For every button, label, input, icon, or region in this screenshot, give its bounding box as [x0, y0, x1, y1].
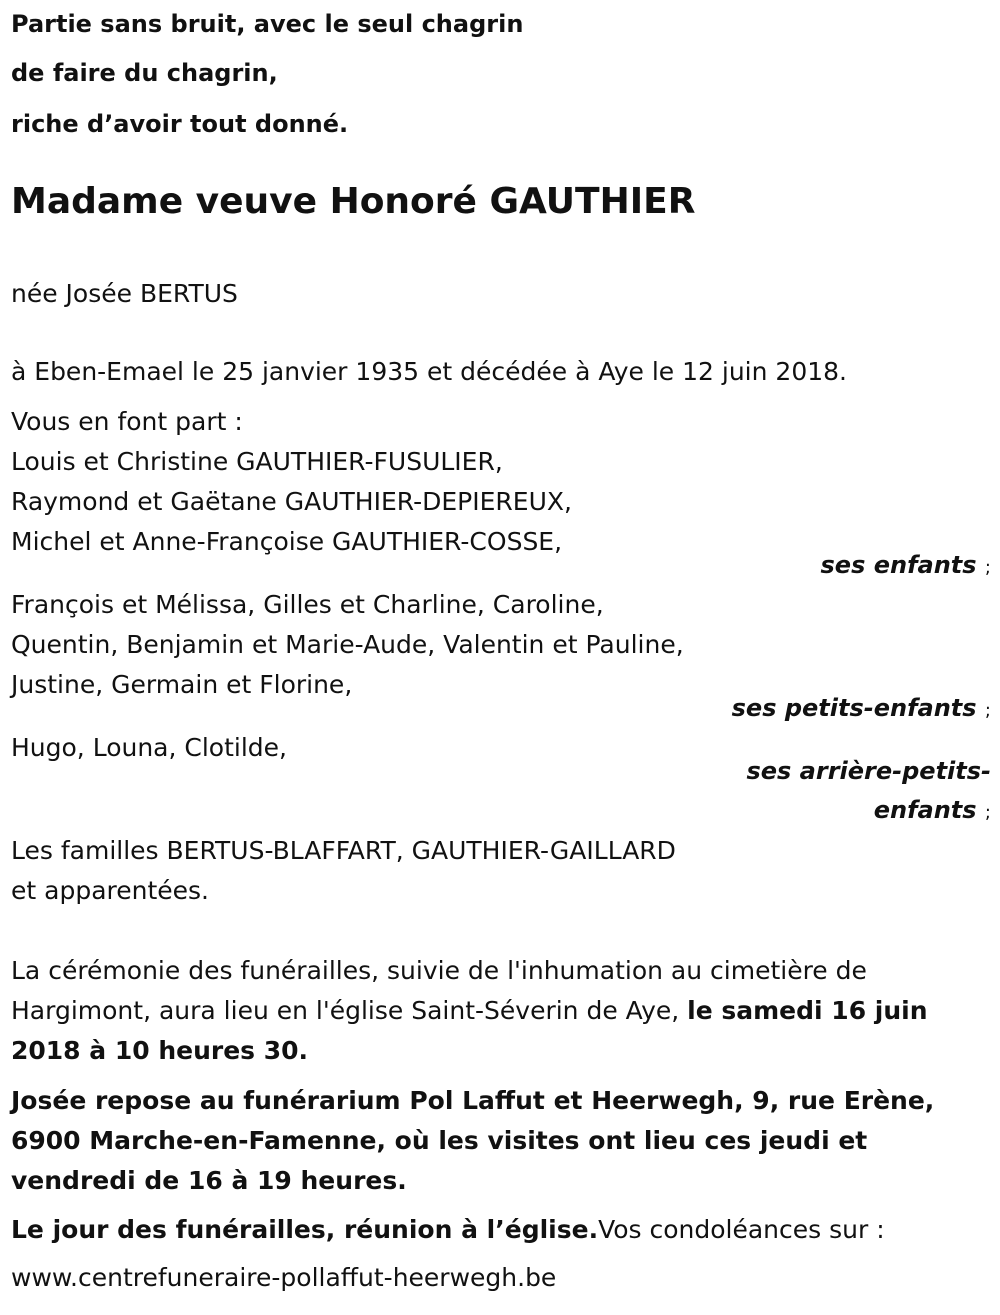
announce-intro: Vous en font part : — [11, 407, 243, 436]
semicolon: ; — [984, 802, 991, 823]
visit-paragraph: Josée repose au funérarium Pol Laffut et Heerwegh, 9, rue Erène, 6900 Marche-en-Famenne, où les visites ont lieu ces jeudi et vendredi de 16 à 19 heures. — [11, 1086, 935, 1195]
child-line: Louis et Christine GAUTHIER-FUSULIER, — [11, 447, 503, 476]
ceremony-date: le samedi 16 juin 2018 à 10 heures 30. — [11, 996, 928, 1065]
deceased-name: Madame veuve Honoré GAUTHIER — [11, 181, 696, 222]
relation-label: ses petits-enfants — [731, 694, 977, 722]
closing-paragraph — [11, 1210, 991, 1250]
grandchild-line: François et Mélissa, Gilles et Charline, Caroline, — [11, 590, 604, 619]
ceremony-paragraph — [11, 951, 991, 1071]
relation-label: ses enfants — [820, 551, 977, 579]
grandchild-line: Quentin, Benjamin et Marie-Aude, Valentin et Pauline, — [11, 630, 684, 659]
relation-label: ses arrière-petits- — [746, 757, 991, 785]
ceremony-text: La cérémonie des funérailles, suivie de l'inhumation au cimetière de Hargimont, aura lieu en l'église Saint-Séverin de Aye, — [11, 956, 867, 1025]
closing-bold: Le jour des funérailles, réunion à l’église. — [11, 1215, 599, 1244]
poem-line: Partie sans bruit, avec le seul chagrin — [11, 10, 524, 38]
relation-label: enfants — [873, 796, 977, 824]
grandchildren-label — [732, 694, 991, 722]
greatgrandchildren-label-2 — [874, 796, 991, 824]
maiden-name: née Josée BERTUS — [11, 279, 238, 308]
children-label — [821, 551, 991, 579]
child-line: Michel et Anne-Françoise GAUTHIER-COSSE, — [11, 527, 563, 556]
greatgrandchildren-label-1 — [746, 757, 991, 785]
website-link[interactable]: www.centrefuneraire-pollaffut-heerwegh.be — [11, 1263, 557, 1292]
grandchild-line: Justine, Germain et Florine, — [11, 670, 353, 699]
families-line: Les familles BERTUS-BLAFFART, GAUTHIER-GAILLARD — [11, 836, 676, 865]
child-line: Raymond et Gaëtane GAUTHIER-DEPIEREUX, — [11, 487, 572, 516]
families-line: et apparentées. — [11, 876, 209, 905]
condolences-text: Vos condoléances sur : — [598, 1215, 885, 1244]
greatgrandchild-line: Hugo, Louna, Clotilde, — [11, 733, 287, 762]
poem-line: riche d’avoir tout donné. — [11, 110, 349, 138]
poem-line: de faire du chagrin, — [11, 59, 278, 87]
semicolon: ; — [984, 557, 991, 578]
semicolon: ; — [984, 700, 991, 721]
birth-death-dates: à Eben-Emael le 25 janvier 1935 et décédée à Aye le 12 juin 2018. — [11, 357, 847, 386]
